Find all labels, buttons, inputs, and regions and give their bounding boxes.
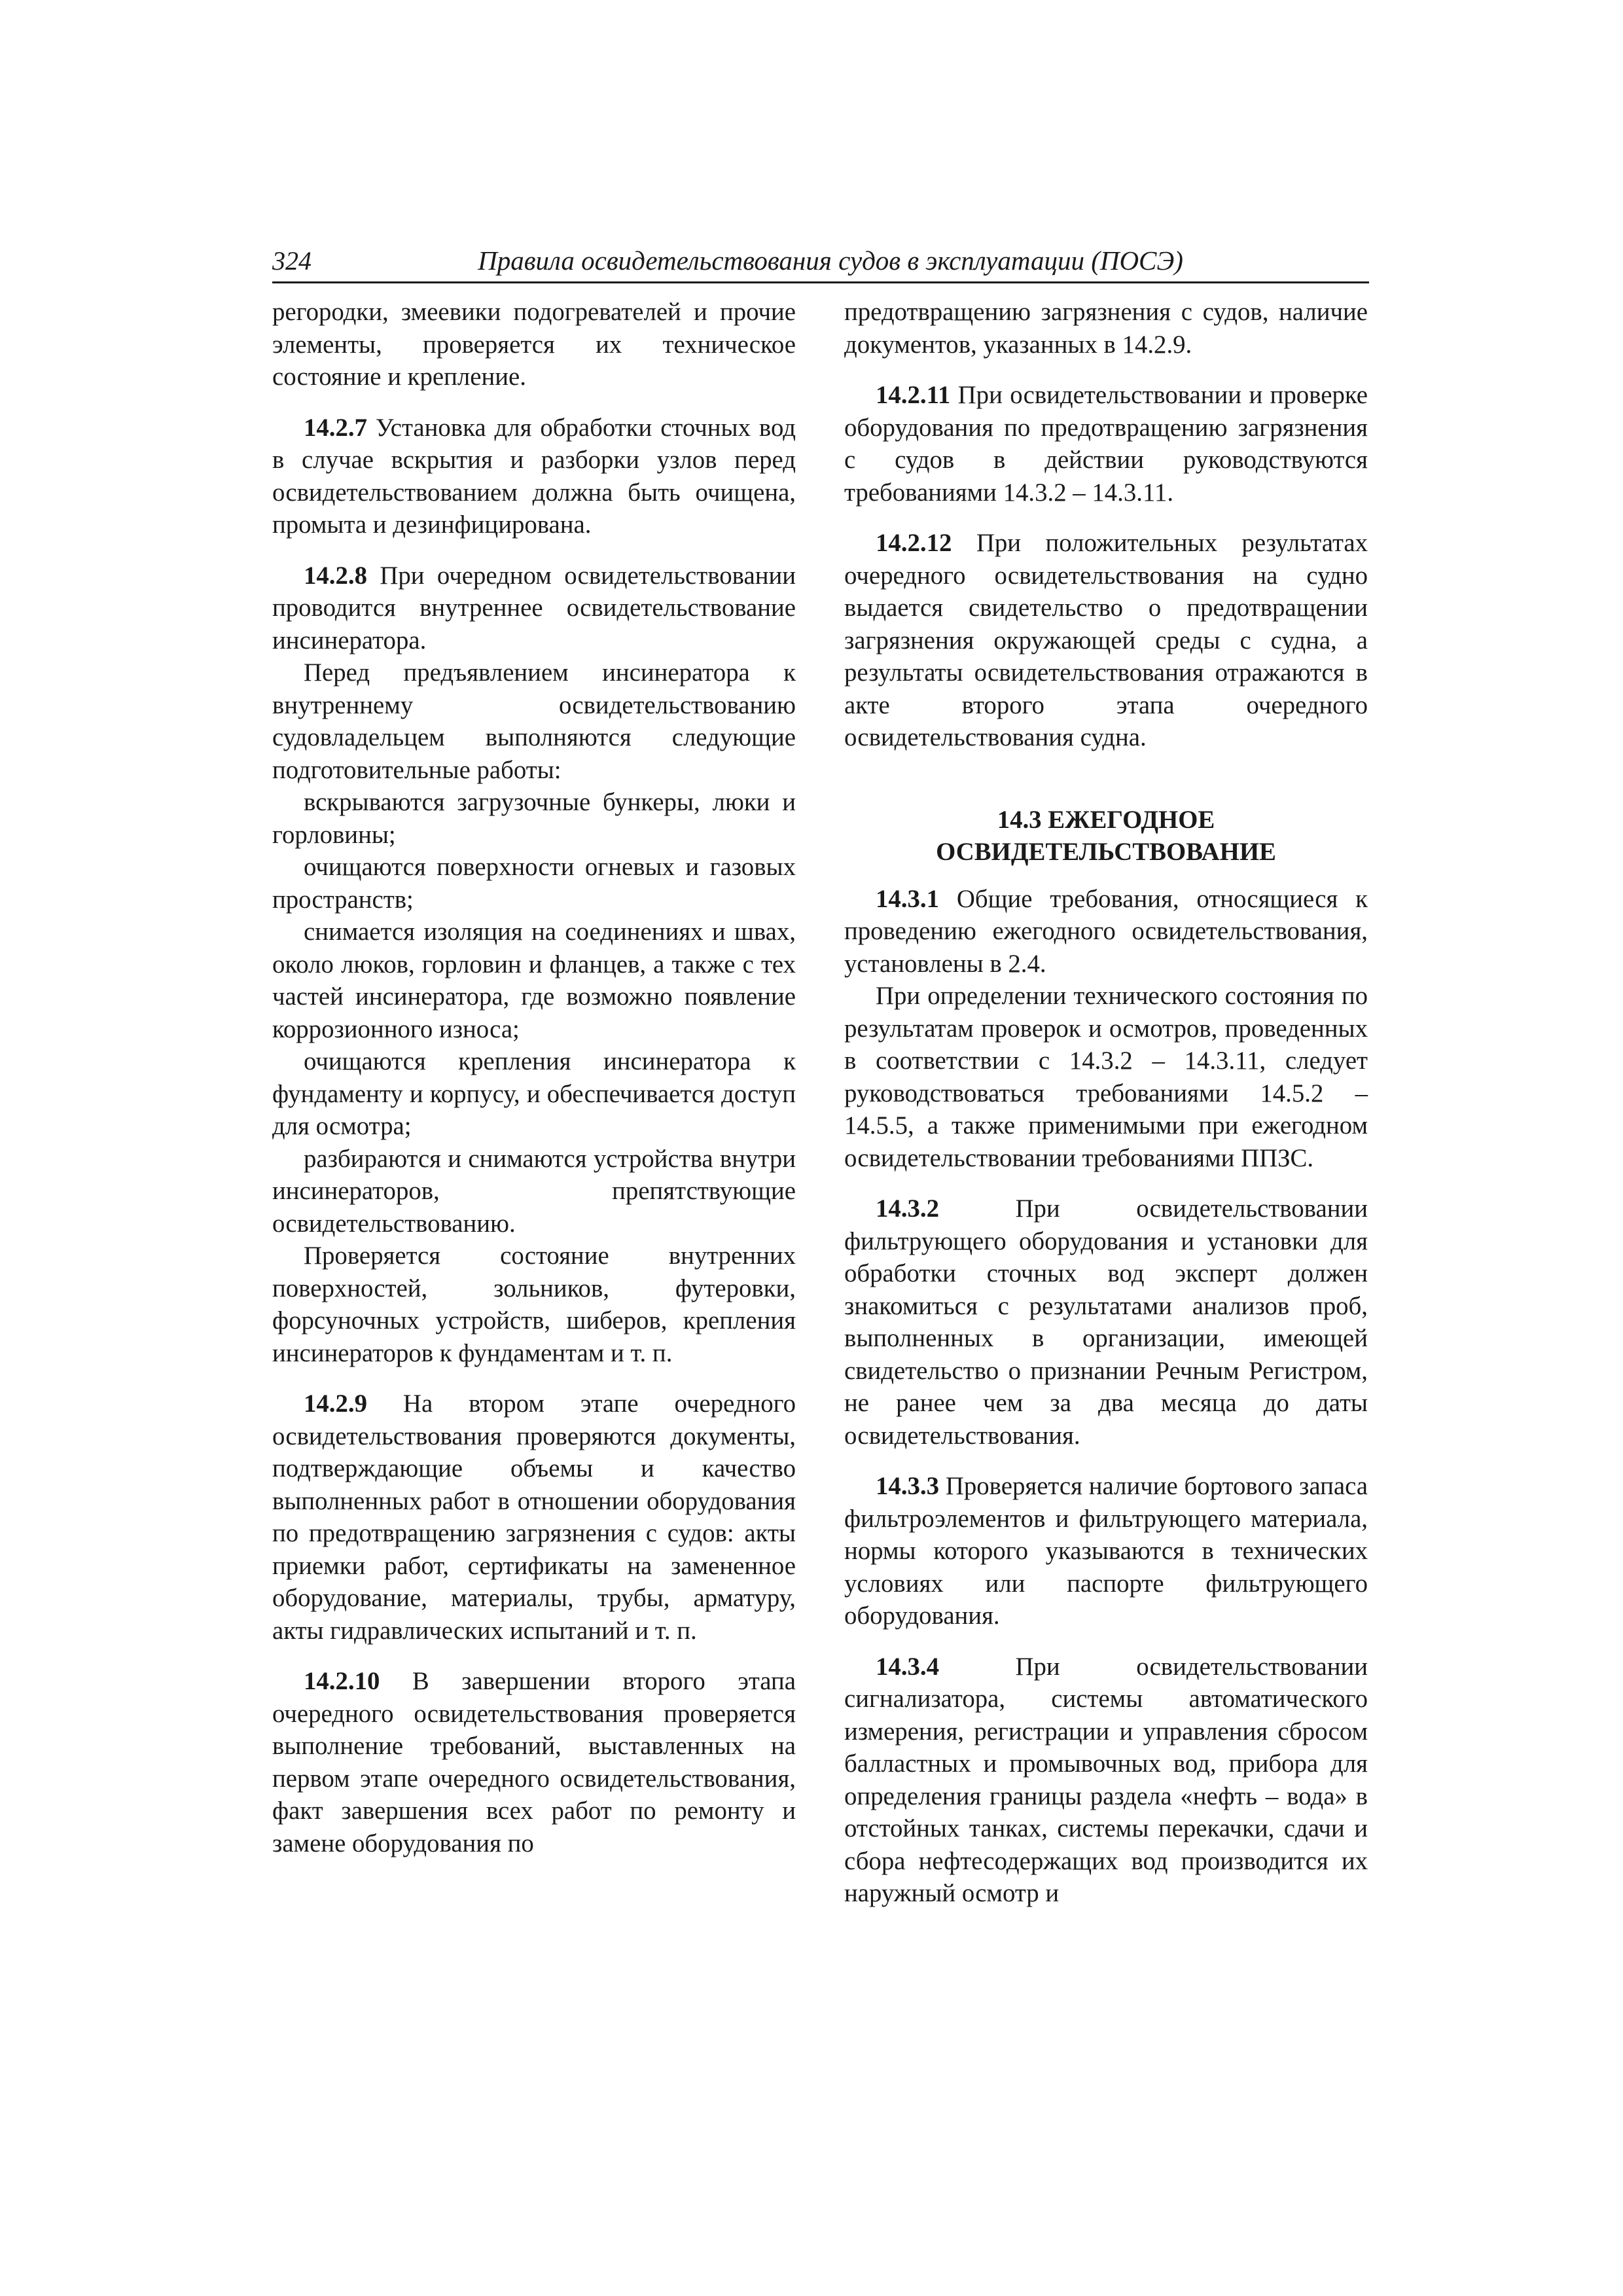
- clause-text: При освидетельствовании сигнализатора, системы автоматического измерения, регистрации и управления сбросом балластных и промывочных вод, прибора для определения границы раздела «нефть – вода» в отстойных танках, системы перекачки, сдачи и сбора нефтесодержащих вод производится их наружный осмотр и: [844, 1652, 1368, 1907]
- section-heading: [844, 804, 1368, 869]
- clause-text: Общие требования, относящиеся к проведению ежегодного освидетельствования, установлены в 2.4.: [844, 884, 1368, 978]
- page-number: 324: [272, 246, 312, 276]
- clause-14-2-12: [844, 527, 1368, 754]
- list-item: очищаются крепления инсинератора к фундаменту и корпусу, и обеспечивается доступ для осмотра;: [272, 1047, 796, 1140]
- clause-text: При очередном освидетельствовании проводится внутреннее освидетельствование инсинератора.: [272, 561, 796, 655]
- clause-text: При освидетельствовании фильтрующего оборудования и установки для обработки сточных вод эксперт должен знакомиться с результатами анализов проб, выполненных в организации, имеющей свидетельство о признании Речным Регистром, не ранее чем за два месяца до даты освидетельствования.: [844, 1194, 1368, 1450]
- clause-14-3-2: [844, 1193, 1368, 1452]
- paragraph: предотвращению загрязнения с судов, наличие документов, указанных в 14.2.9.: [844, 298, 1368, 359]
- clause-number: 14.2.7: [304, 413, 367, 442]
- section-heading-line: ОСВИДЕТЕЛЬСТВОВАНИЕ: [936, 838, 1276, 866]
- list-item: очищаются поверхности огневых и газовых пространств;: [272, 853, 796, 914]
- list-item: разбираются и снимаются устройства внутри инсинераторов, препятствующие освидетельствованию.: [272, 1144, 796, 1238]
- clause-text: В завершении второго этапа очередного освидетельствования проверяется выполнение требований, выставленных на первом этапе очередного освидетельствования, факт завершения всех работ по ремонту и замене оборудования по: [272, 1667, 796, 1857]
- clause-14-2-9: [272, 1388, 796, 1647]
- clause-number: 14.2.10: [304, 1667, 380, 1695]
- clause-text: Установка для обработки сточных вод в случае вскрытия и разборки узлов перед освидетельствованием должна быть очищена, промыта и дезинфицирована.: [272, 413, 796, 539]
- clause-14-2-8: [272, 560, 796, 657]
- clause-number: 14.2.9: [304, 1390, 367, 1418]
- clause-number: 14.3.3: [876, 1472, 939, 1500]
- left-column: [272, 296, 796, 1859]
- clause-number: 14.2.12: [876, 529, 952, 557]
- clause-number: 14.2.8: [304, 561, 367, 590]
- clause-14-3-1: [844, 883, 1368, 980]
- clause-14-2-11: [844, 379, 1368, 509]
- clause-number: 14.2.11: [876, 381, 951, 409]
- clause-14-2-10: [272, 1665, 796, 1859]
- section-heading-line: 14.3 ЕЖЕГОДНОЕ: [997, 805, 1215, 834]
- clause-number: 14.3.2: [876, 1194, 939, 1223]
- running-title: Правила освидетельствования судов в эксплуатации (ПОСЭ): [478, 245, 1183, 276]
- clause-number: 14.3.1: [876, 884, 939, 913]
- paragraph: регородки, змеевики подогревателей и прочие элементы, проверяется их техническое состояние и крепление.: [272, 298, 796, 391]
- right-column: [844, 296, 1368, 1910]
- paragraph: При определении технического состояния по результатам проверок и осмотров, проведенных в соответствии с 14.3.2 – 14.3.11, следует руководствоваться требованиями 14.5.2 – 14.5.5, а также применимыми при ежегодном освидетельствовании требованиями ППЗС.: [844, 982, 1368, 1172]
- list-item: вскрываются загрузочные бункеры, люки и горловины;: [272, 788, 796, 849]
- clause-number: 14.3.4: [876, 1652, 939, 1681]
- list-item: снимается изоляция на соединениях и швах, около люков, горловин и фланцев, а также с тех частей инсинератора, где возможно появление коррозионного износа;: [272, 918, 796, 1043]
- clause-text: При освидетельствовании и проверке оборудования по предотвращению загрязнения с судов в действии руководствуются требованиями 14.3.2 – 14.3.11.: [844, 381, 1368, 507]
- clause-text: Проверяется наличие бортового запаса фильтроэлементов и фильтрующего материала, нормы которого указываются в технических условиях или паспорте фильтрующего оборудования.: [844, 1472, 1368, 1630]
- running-header: [272, 240, 1369, 283]
- clause-14-2-7: [272, 412, 796, 541]
- clause-14-3-3: [844, 1470, 1368, 1632]
- paragraph: Перед предъявлением инсинератора к внутреннему освидетельствованию судовладельцем выполняются следующие подготовительные работы:: [272, 658, 796, 784]
- clause-text: При положительных результатах очередного освидетельствования на судно выдается свидетельство о предотвращении загрязнения окружающей среды с судна, а результаты освидетельствования отражаются в акте второго этапа очередного освидетельствования судна.: [844, 529, 1368, 751]
- clause-14-3-4: [844, 1651, 1368, 1910]
- clause-text: На втором этапе очередного освидетельствования проверяются документы, подтверждающие объемы и качество выполненных работ в отношении оборудования по предотвращению загрязнения с судов: акты приемки работ, сертификаты на замененное оборудование, материалы, трубы, арматуру, акты гидравлических испытаний и т. п.: [272, 1390, 796, 1645]
- paragraph: Проверяется состояние внутренних поверхностей, зольников, футеровки, форсуночных устройств, шиберов, крепления инсинераторов к фундаментам и т. п.: [272, 1242, 796, 1367]
